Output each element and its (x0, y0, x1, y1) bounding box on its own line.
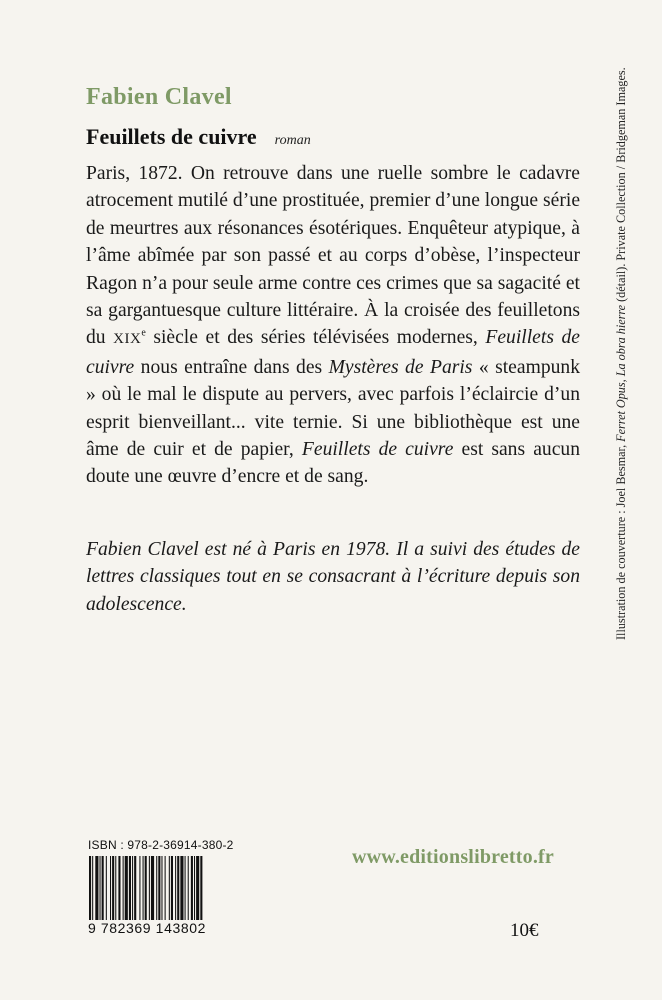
author-bio (86, 536, 580, 618)
author-bio-text: Fabien Clavel est né à Paris en 1978. Il a suivi des études de lettres classiques tout en se consacrant à l’écriture depuis son adolescence. (86, 539, 580, 615)
barcode-bar (196, 856, 199, 920)
synopsis-text: « steampunk » où le mal le dispute au pervers, avec parfois l’éclaircie d’un esprit bienveillant... vite ternie. Si une bibliothèque est une âme de cuir et de papier, (86, 356, 581, 461)
barcode-bar (143, 856, 144, 920)
barcode-bar (177, 856, 179, 920)
barcode-bar (134, 856, 136, 920)
credit-work-title: Ferret Opus, La obra hierre (614, 304, 628, 442)
title-reference: Feuillets de cuivre (86, 327, 580, 378)
barcode-bar (180, 856, 183, 920)
price: 10€ (510, 920, 539, 941)
synopsis-text: siècle et des séries télévisées modernes, (145, 327, 486, 349)
barcode-bar (129, 856, 131, 920)
credit-text: (détail). Private Collection / Bridgeman Images. (614, 67, 628, 305)
barcode-bar (185, 856, 186, 920)
author-name: Fabien Clavel (86, 84, 232, 110)
barcode-bar (102, 856, 104, 920)
synopsis-text: nous entraîne dans des (134, 356, 329, 378)
barcode-bar (145, 856, 147, 920)
title-reference: Feuillets de cuivre (301, 439, 454, 461)
synopsis-text: est sans aucun doute une œuvre d’encre et de sang. (86, 439, 580, 488)
barcode-bar (110, 856, 111, 920)
barcode-bar (132, 856, 133, 920)
book-title: Feuillets de cuivre (86, 124, 257, 149)
barcode-bar (151, 856, 154, 920)
barcode (88, 856, 254, 920)
isbn-label: ISBN : 978-2-36914-380-2 (88, 838, 234, 852)
synopsis-text: Paris, 1872. On retrouve dans une ruelle sombre le cadavre atrocement mutilé d’une prostituée, premier d’une longue série de meurtres aux résonances ésotériques. Enquêteur atypique, à l’âme abîmée par son passé et au corps d’obèse, l’inspecteur Ragon n’a pour seule arme contre ces crimes que sa sagacité et sa gargantuesque culture littéraire. À la croisée des feuilletons du (86, 163, 581, 349)
publisher-website: www.editionslibretto.fr (352, 846, 554, 868)
synopsis (86, 160, 580, 491)
century-superscript: e (141, 327, 146, 339)
barcode-bar (115, 856, 116, 920)
barcode-bar (100, 856, 101, 920)
barcode-bar (106, 856, 107, 920)
barcode-bar (169, 856, 170, 920)
barcode-bar (191, 856, 193, 920)
title-row (86, 124, 311, 150)
synopsis-paragraph (86, 160, 580, 491)
barcode-bar (188, 856, 189, 920)
barcode-bar (200, 856, 202, 920)
barcode-bar (139, 856, 140, 920)
barcode-bar (156, 856, 157, 920)
barcode-bar (149, 856, 150, 920)
barcode-bar (125, 856, 128, 920)
credit-text: Illustration de couverture : Joel Besmar, (614, 441, 628, 640)
barcode-bar (161, 856, 162, 920)
mysteres-reference: Mystères de Paris (328, 356, 473, 378)
barcode-bar (118, 856, 120, 920)
genre-label: roman (274, 133, 311, 148)
barcode-bar (194, 856, 195, 920)
barcode-bar (171, 856, 173, 920)
barcode-bar (175, 856, 176, 920)
barcode-bar (165, 856, 166, 920)
barcode-bar (89, 856, 91, 920)
century-numeral: XIX (113, 331, 142, 348)
cover-illustration-credit (614, 67, 634, 640)
barcode-bar (158, 856, 160, 920)
barcode-bar (112, 856, 114, 920)
barcode-digits: 9 782369 143802 (88, 920, 206, 936)
barcode-bar (95, 856, 98, 920)
barcode-bar (92, 856, 93, 920)
barcode-bar (123, 856, 124, 920)
